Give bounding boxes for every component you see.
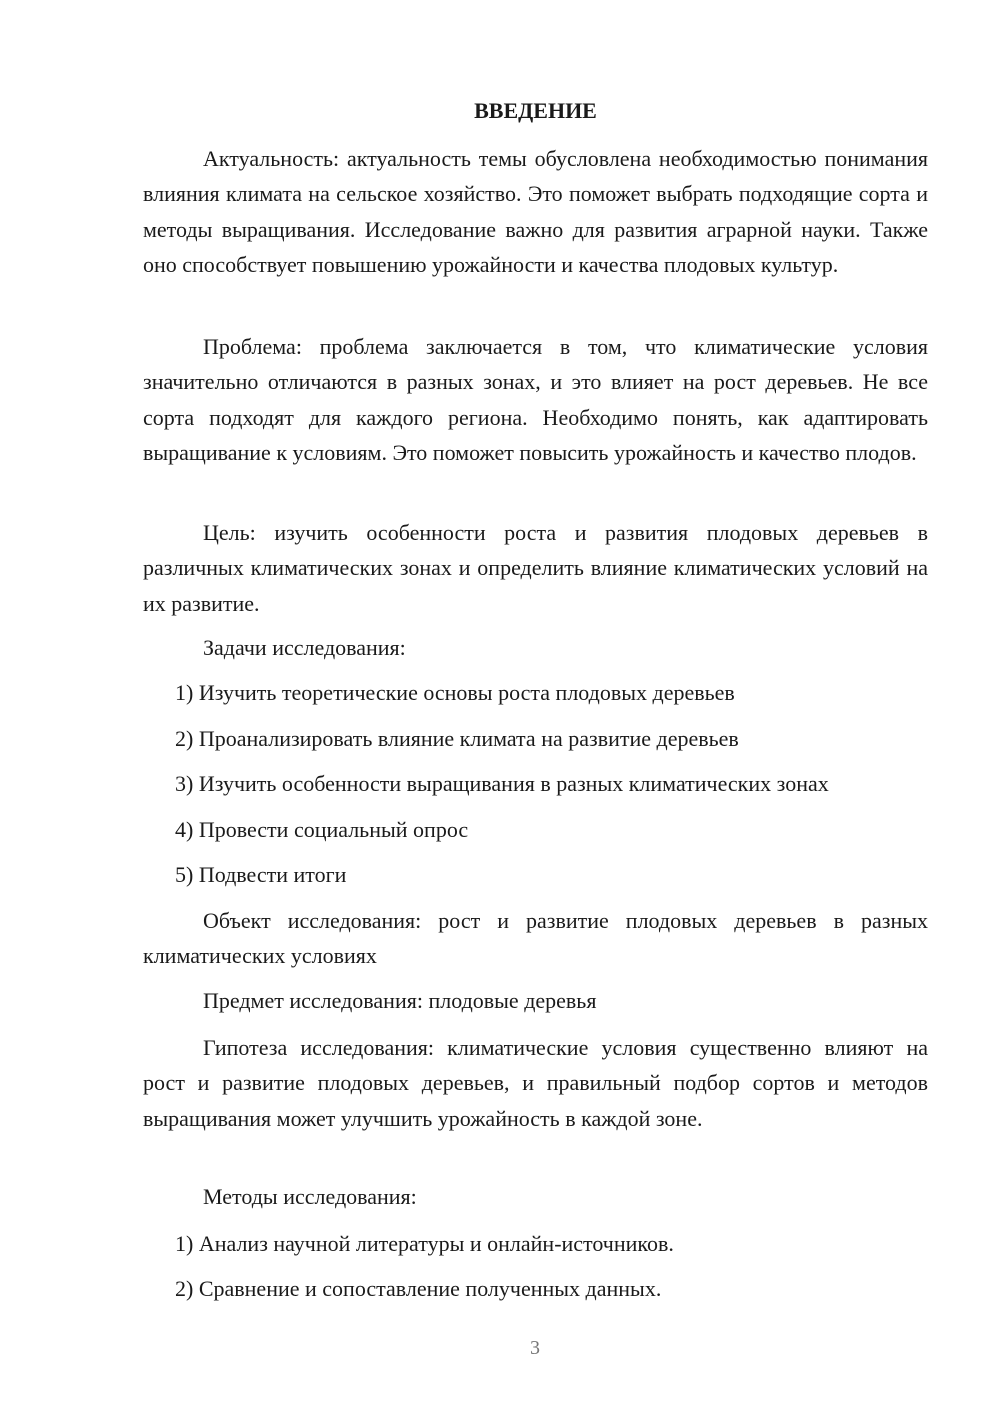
task-item-1: 1) Изучить теоретические основы роста плодовых деревьев [175,680,735,705]
method-item-1: 1) Анализ научной литературы и онлайн-источников. [175,1231,674,1256]
paragraph-object: Объект исследования: рост и развитие плодовых деревьев в разных климатических условиях [143,908,928,969]
page-title: ВВЕДЕНИЕ [474,98,597,123]
paragraph-relevance: Актуальность: актуальность темы обусловлена необходимостью понимания влияния климата на сельское хозяйство. Это поможет выбрать подходящие сорта и методы выращивания. Исследование важно для развития аграрной науки. Также оно способствует повышению урожайности и качества плодовых культур. [143,146,928,277]
tasks-heading: Задачи исследования: [203,635,406,660]
paragraph-hypothesis: Гипотеза исследования: климатические условия существенно влияют на рост и развитие плодовых деревьев, и правильный подбор сортов и методов выращивания может улучшить урожайность в каждой зоне. [143,1035,928,1131]
paragraph-problem: Проблема: проблема заключается в том, что климатические условия значительно отличаются в разных зонах, и это влияет на рост деревьев. Не все сорта подходят для каждого региона. Необходимо понять, как адаптировать выращивание к условиям. Это поможет повысить урожайность и качество плодов. [143,334,928,465]
task-item-3: 3) Изучить особенности выращивания в разных климатических зонах [175,771,829,796]
task-item-5: 5) Подвести итоги [175,862,347,887]
method-item-2: 2) Сравнение и сопоставление полученных данных. [175,1276,662,1301]
page-number: 3 [530,1337,540,1359]
task-item-2: 2) Проанализировать влияние климата на развитие деревьев [175,726,739,751]
paragraph-goal: Цель: изучить особенности роста и развития плодовых деревьев в различных климатических зонах и определить влияние климатических условий на их развитие. [143,520,928,616]
paragraph-subject: Предмет исследования: плодовые деревья [203,988,597,1013]
task-item-4: 4) Провести социальный опрос [175,817,469,842]
methods-heading: Методы исследования: [203,1184,417,1209]
